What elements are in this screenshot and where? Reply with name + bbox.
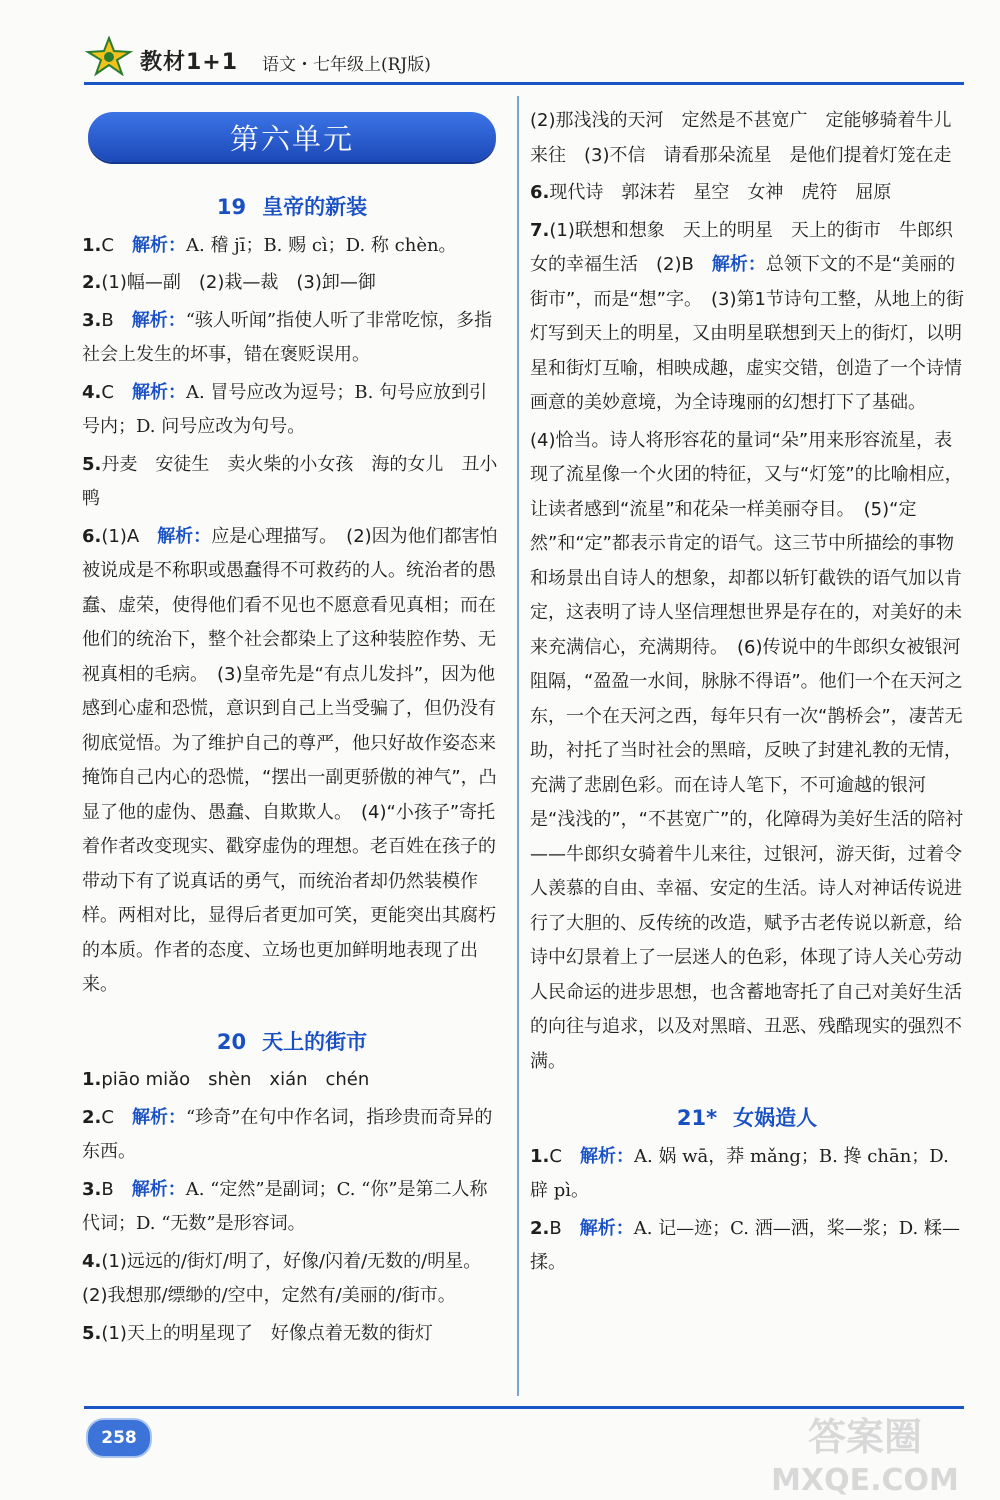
item-number: 1. xyxy=(530,1145,550,1167)
item-number: 5. xyxy=(82,453,102,475)
watermark-text: MXQE.COM xyxy=(771,1463,959,1498)
lesson-heading-21 xyxy=(530,1101,964,1136)
answer-text: A. 冒号应改为逗号；B. 句号应放到引号内；D. 问号应改为句号。 xyxy=(82,381,488,437)
lesson-title: 天上的街市 xyxy=(262,1029,368,1054)
answer-item xyxy=(82,1245,502,1314)
answer-item xyxy=(82,1063,502,1098)
item-number: 6. xyxy=(82,525,102,547)
item-number: 1. xyxy=(82,1069,102,1090)
answer-choice: B xyxy=(549,1217,562,1239)
answer-text: 现代诗 郭沫若 星空 女神 虎符 屈原 xyxy=(549,182,892,203)
answer-item xyxy=(530,176,964,211)
left-column xyxy=(82,188,502,1354)
answer-item xyxy=(82,229,502,264)
watermark-logo-icon xyxy=(740,1408,990,1498)
item-number: 5. xyxy=(82,1322,102,1344)
lesson-number: 21* xyxy=(676,1106,718,1130)
lesson-heading-19 xyxy=(82,190,502,225)
answer-choice: C xyxy=(101,381,114,403)
item-number: 2. xyxy=(82,272,102,293)
answer-item xyxy=(530,214,964,421)
item-number: 1. xyxy=(82,234,102,256)
answer-item xyxy=(82,1101,502,1170)
answer-item xyxy=(82,1173,502,1242)
analysis-label: 解析： xyxy=(579,1217,634,1239)
analysis-label: 解析： xyxy=(131,309,186,331)
answer-choice: C xyxy=(101,234,114,256)
star-logo-icon xyxy=(84,36,134,76)
item-number: 2. xyxy=(82,1106,102,1128)
watermark-cn: 答案圈 xyxy=(807,1415,923,1459)
answer-text: “骇人听闻”指使人听了非常吃惊，多指社会上发生的坏事，错在褒贬误用。 xyxy=(82,309,493,365)
answer-item xyxy=(82,266,502,301)
unit-title-banner: 第六单元 xyxy=(88,112,496,162)
lesson-title: 女娲造人 xyxy=(733,1106,818,1130)
item-number: 3. xyxy=(82,1178,102,1200)
page-header xyxy=(0,0,1000,84)
answer-choice: C xyxy=(101,1106,114,1128)
answer-text: 应是心理描写。 (2)因为他们都害怕被说成是不称职或愚蠢得不可救药的人。统治者的愚蠢、虚荣，使得他们看不见也不愿意看见真相；而在他们的统治下，整个社会都染上了这种装腔作势、无视真相的毛病。 (3)皇帝先是“有点儿发抖”，因为他感到心虚和恐慌，意识到自己上当受骗了，但仍没有彻底觉悟。为了维护自己的尊严，他只好故作姿态来掩饰自己内心的恐慌，“摆出一副更骄傲的神气”，凸显了他的虚伪、愚蠢、自欺欺人。 (4)“小孩子”寄托着作者改变现实、戳穿虚伪的理想。老百姓在孩子的带动下有了说真话的勇气，而统治者却仍然装模作样。两相对比，显得后者更加可笑，更能突出其腐朽的本质。作者的态度、立场也更加鲜明地表现了出来。 xyxy=(82,525,498,995)
lesson-number: 20 xyxy=(216,1029,247,1054)
analysis-label: 解析： xyxy=(131,1106,186,1128)
answer-text: “珍奇”在句中作名词，指珍贵而奇异的东西。 xyxy=(82,1106,493,1162)
answer-item xyxy=(82,520,502,1003)
answer-item xyxy=(530,1212,964,1281)
answer-item xyxy=(530,1140,964,1209)
lesson-heading-20 xyxy=(82,1025,502,1060)
answer-text: piāo miǎo shèn xián chén xyxy=(101,1069,370,1090)
page-number-badge: 258 xyxy=(86,1418,152,1458)
answer-item xyxy=(82,376,502,445)
analysis-label: 解析： xyxy=(131,234,186,256)
answer-continuation: (2)那浅浅的天河 定然是不甚宽广 定能够骑着牛儿来往 (3)不信 请看那朵流星 是他们提着灯笼在走 xyxy=(530,110,952,166)
item-number: 4. xyxy=(82,1250,102,1272)
answer-text: 总领下文的不是“美丽的街市”，而是“想”字。 (3)第1节诗句工整，从地上的街灯写到天上的明星，又由明星联想到天上的街灯，以明星和街灯互喻，相映成趣，虚实交错，创造了一个诗情画意的美妙意境，为全诗瑰丽的幻想打下了基础。 xyxy=(530,254,964,413)
subject-label: 语文・七年级上(RJ版) xyxy=(262,55,431,75)
lesson-title: 皇帝的新装 xyxy=(262,195,368,219)
analysis-label: 解析： xyxy=(131,381,186,403)
answer-text: A. 记—迹；C. 洒—洒，桨—浆；D. 糅—揉。 xyxy=(530,1217,960,1273)
item-number: 3. xyxy=(82,309,102,331)
answer-text: 丹麦 安徒生 卖火柴的小女孩 海的女儿 丑小鸭 xyxy=(82,453,498,509)
answer-item xyxy=(82,1317,502,1352)
lesson-number: 19 xyxy=(216,195,247,219)
item-number: 4. xyxy=(82,381,102,403)
analysis-label: 解析： xyxy=(711,254,766,275)
answer-item xyxy=(82,448,502,517)
item-number: 2. xyxy=(530,1217,550,1239)
column-divider xyxy=(517,96,519,1396)
answer-paragraph: (4)恰当。诗人将形容花的量词“朵”用来形容流星，表现了流星像一个火团的特征，又与“灯笼”的比喻相应，让读者感到“流星”和花朵一样美丽夺目。 (5)“定然”和“定”都表示肯定的语气。这三节中所描绘的事物和场景出自诗人的想象，却都以斩钉截铁的语气加以肯定，这表明了诗人坚信理想世界是存在的，对美好的未来充满信心，充满期待。 (6)传说中的牛郎织女被银河阻隔，“盈盈一水间，脉脉不得语”。他们一个在天河之东，一个在天河之西，每年只有一次“鹊桥会”，凄苦无助，衬托了当时社会的黑暗，反映了封建礼教的无情，充满了悲剧色彩。而在诗人笔下，不可逾越的银河是“浅浅的”，“不甚宽广”的，化障碍为美好生活的陪衬——牛郎织女骑着牛儿来往，过银河，游天街，过着令人羡慕的自由、幸福、安定的生活。诗人对神话传说进行了大胆的、反传统的改造，赋予古老传说以新意，给诗中幻景着上了一层迷人的色彩，体现了诗人关心劳动人民命运的进步思想，也含蓄地寄托了自己对美好生活的向往与追求，以及对黑暗、丑恶、残酷现实的强烈不满。 xyxy=(530,429,964,1072)
answer-choice: (1)A xyxy=(101,525,140,547)
answer-item xyxy=(82,304,502,373)
answer-text: (1)远远的/街灯/明了，好像/闪着/无数的/明星。 (2)我想那/缥缈的/空中，定然有/美丽的/街市。 xyxy=(82,1250,491,1306)
answer-choice: C xyxy=(549,1145,562,1167)
item-number: 6. xyxy=(530,182,550,203)
answer-text: A. 稽 jī；B. 赐 cì；D. 称 chèn。 xyxy=(185,234,457,256)
item-number: 7. xyxy=(530,219,550,241)
answer-choice: B xyxy=(101,309,114,331)
answer-text: (1)天上的明星现了 好像点着无数的街灯 xyxy=(101,1322,433,1344)
analysis-label: 解析： xyxy=(131,1178,186,1200)
answer-text: A. 娲 wā，莽 mǎng；B. 搀 chān；D. 辟 pì。 xyxy=(530,1145,949,1201)
analysis-label: 解析： xyxy=(157,525,212,547)
header-divider xyxy=(84,82,964,85)
answer-text: A. “定然”是副词；C. “你”是第二人称代词；D. “无数”是形容词。 xyxy=(82,1178,488,1234)
right-column xyxy=(530,104,964,1284)
answer-text: (1)幅—副 (2)栽—裁 (3)卸—御 xyxy=(101,272,376,293)
brand-title: 教材1+1 xyxy=(140,50,239,75)
answer-choice: B xyxy=(101,1178,114,1200)
answer-choice: (1)联想和想象 天上的明星 天上的街市 牛郎织女的幸福生活 (2)B xyxy=(530,219,953,275)
analysis-label: 解析： xyxy=(579,1145,634,1167)
